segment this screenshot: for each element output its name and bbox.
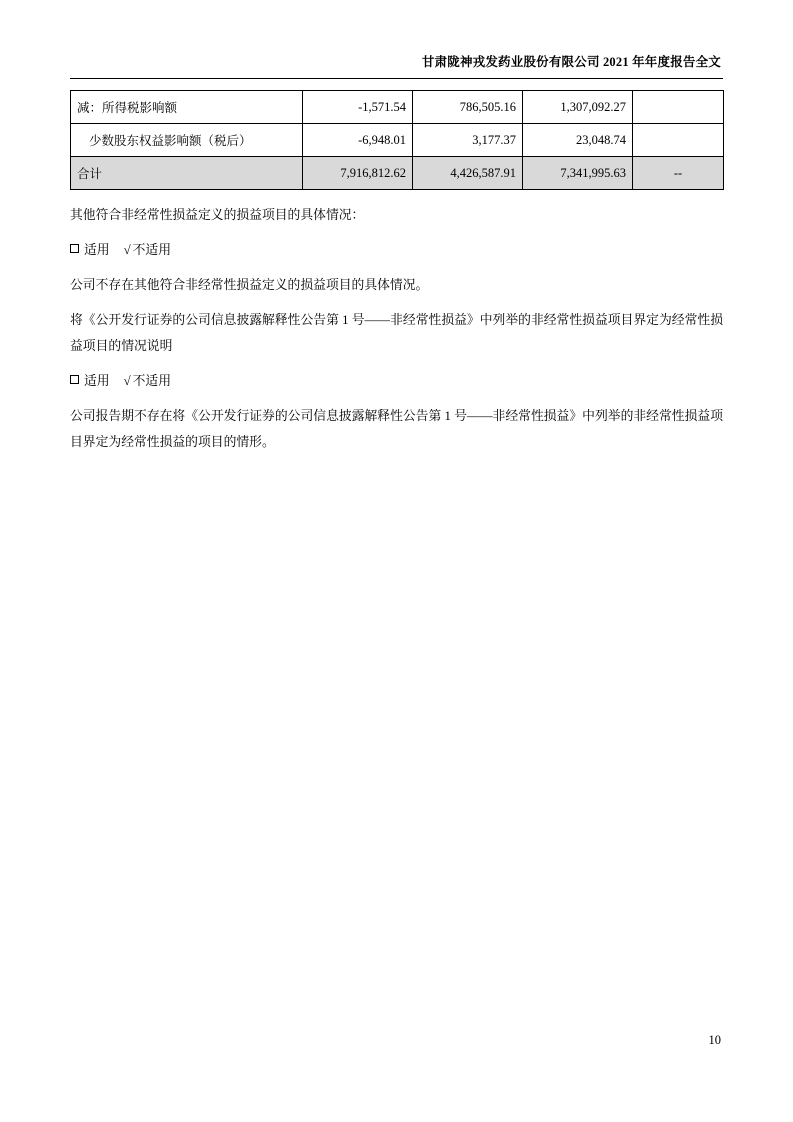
row-value-4 (633, 124, 724, 157)
check-mark-icon-1: √ (123, 243, 131, 257)
checkbox-applicable-1[interactable] (70, 244, 79, 253)
checkbox-applicable-2[interactable] (70, 375, 79, 384)
row-value-4: -- (633, 157, 724, 190)
label-applicable-2: 适用 (84, 374, 110, 388)
applicability-selector-2 (70, 368, 723, 394)
paragraph-reclassification-intro: 将《公开发行证券的公司信息披露解释性公告第 1 号——非经常性损益》中列举的非经常性损益项目界定为经常性损益项目的情况说明 (70, 313, 723, 353)
row-value-3: 23,048.74 (523, 124, 633, 157)
paragraph-other-items-intro: 其他符合非经常性损益定义的损益项目的具体情况： (70, 208, 365, 222)
page-header: 甘肃陇神戎发药业股份有限公司 2021 年年度报告全文 (421, 55, 721, 69)
row-label: 少数股东权益影响额（税后） (71, 124, 303, 157)
row-value-2: 4,426,587.91 (413, 157, 523, 190)
table-row (71, 124, 724, 157)
paragraph-no-other-items: 公司不存在其他符合非经常性损益定义的损益项目的具体情况。 (70, 278, 429, 292)
label-applicable-1: 适用 (84, 243, 110, 257)
header-divider (70, 78, 723, 79)
paragraph-no-reclassification: 公司报告期不存在将《公开发行证券的公司信息披露解释性公告第 1 号——非经常性损益》中列举的非经常性损益项目界定为经常性损益的项目的情形。 (70, 409, 723, 449)
row-value-1: -6,948.01 (303, 124, 413, 157)
label-not-applicable-2: 不适用 (132, 374, 172, 388)
table-row (71, 91, 724, 124)
row-label: 合计 (71, 157, 303, 190)
row-value-2: 786,505.16 (413, 91, 523, 124)
row-value-3: 1,307,092.27 (523, 91, 633, 124)
applicability-selector-1 (70, 237, 723, 263)
row-value-2: 3,177.37 (413, 124, 523, 157)
row-label: 减：所得税影响额 (71, 91, 303, 124)
non-recurring-items-table (70, 90, 724, 190)
page-number: 10 (708, 1033, 721, 1047)
page-content (70, 90, 723, 455)
row-value-4 (633, 91, 724, 124)
row-value-1: -1,571.54 (303, 91, 413, 124)
row-value-3: 7,341,995.63 (523, 157, 633, 190)
check-mark-icon-2: √ (123, 374, 131, 388)
table-row-total (71, 157, 724, 190)
row-value-1: 7,916,812.62 (303, 157, 413, 190)
label-not-applicable-1: 不适用 (132, 243, 172, 257)
